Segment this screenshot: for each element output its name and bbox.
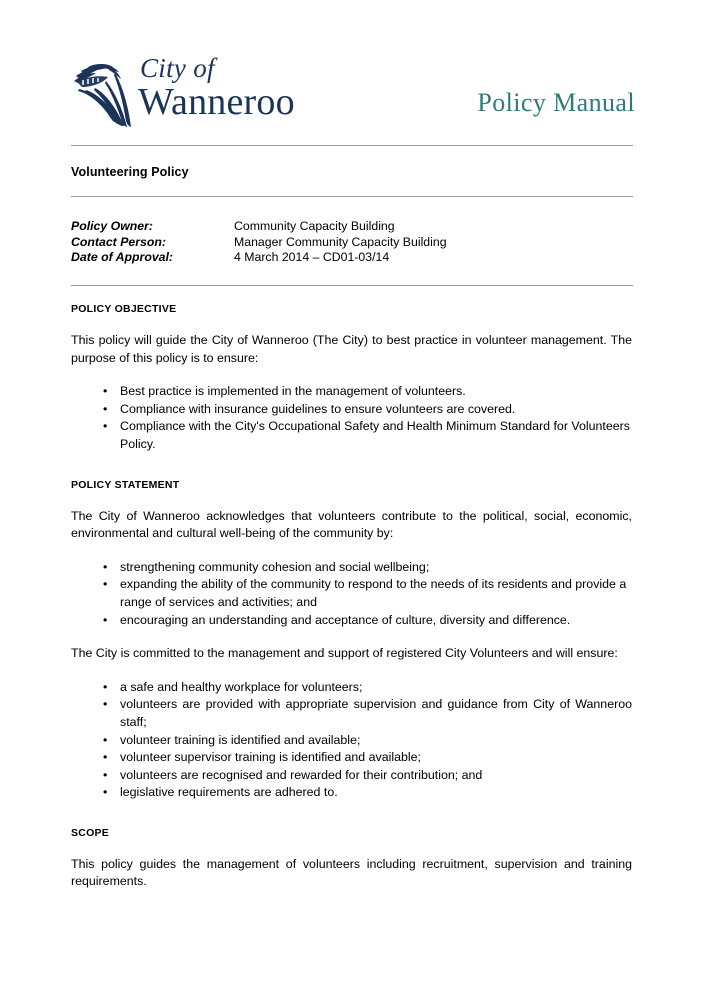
policy-statement-paragraph-2: The City is committed to the management and support of registered City Volunteers and will ensure:: [71, 646, 618, 661]
metadata-row: [71, 250, 633, 266]
section-heading-scope: SCOPE: [71, 826, 110, 839]
page-title: Volunteering Policy: [71, 165, 189, 179]
metadata-divider: [71, 285, 633, 286]
header-divider-top: [71, 145, 633, 146]
policy-objective-paragraph: This policy will guide the City of Wanneroo (The City) to best practice in volunteer management. The purpose of this policy is to ensure:: [71, 333, 632, 365]
list-item: • volunteer training is identified and available;: [71, 732, 632, 750]
scope-paragraph: This policy guides the management of volunteers including recruitment, supervision and training requirements.: [71, 856, 632, 889]
metadata-value: Manager Community Capacity Building: [234, 234, 447, 249]
section-heading-policy-statement: POLICY STATEMENT: [71, 478, 180, 491]
list-item: • expanding the ability of the community to respond to the needs of its residents and provide a range of services and activities; and: [71, 576, 632, 611]
list-item: • legislative requirements are adhered to.: [71, 784, 632, 802]
list-item: • volunteers are recognised and rewarded for their contribution; and: [71, 767, 632, 785]
metadata-label: Policy Owner:: [71, 219, 154, 233]
metadata-value: Community Capacity Building: [234, 219, 395, 233]
section-heading-policy-objective: POLICY OBJECTIVE: [71, 303, 177, 315]
list-item: • encouraging an understanding and acceptance of culture, diversity and difference.: [71, 612, 632, 630]
policy-manual-title: Policy Manual: [477, 88, 635, 117]
policy-metadata: [71, 219, 633, 266]
city-of-wanneroo-logo: [70, 55, 295, 129]
metadata-label: Contact Person:: [71, 234, 166, 249]
logo-city-text: City of: [140, 53, 215, 83]
list-item: • strengthening community cohesion and social wellbeing;: [71, 559, 632, 577]
policy-statement-list-2: [71, 679, 632, 802]
metadata-value: 4 March 2014 – CD01-03/14: [234, 250, 390, 265]
header-divider-bottom: [71, 196, 633, 197]
list-item: • volunteer supervisor training is identified and available;: [71, 749, 632, 767]
policy-objective-list: [71, 383, 632, 453]
metadata-row: [71, 219, 633, 235]
policy-statement-list-1: [71, 559, 632, 629]
metadata-label: Date of Approval:: [71, 250, 174, 265]
list-item: • volunteers are provided with appropriate supervision and guidance from City of Wanneroo staff;: [71, 696, 632, 731]
banksia-emblem-icon: [70, 59, 132, 129]
document-body: [71, 303, 632, 907]
list-item: • Best practice is implemented in the management of volunteers.: [71, 383, 632, 401]
list-item: • Compliance with insurance guidelines to ensure volunteers are covered.: [71, 401, 632, 419]
page-header: [70, 55, 635, 137]
logo-wanneroo-text: Wanneroo: [138, 81, 295, 123]
metadata-row: [71, 235, 633, 251]
list-item: • Compliance with the City's Occupational Safety and Health Minimum Standard for Volunteers Policy.: [71, 418, 632, 453]
policy-statement-paragraph-1: The City of Wanneroo acknowledges that volunteers contribute to the political, social, economic, environmental and cultural well-being of the community by:: [71, 508, 632, 541]
list-item: • a safe and healthy workplace for volunteers;: [71, 679, 632, 697]
logo-wordmark: [138, 55, 295, 121]
